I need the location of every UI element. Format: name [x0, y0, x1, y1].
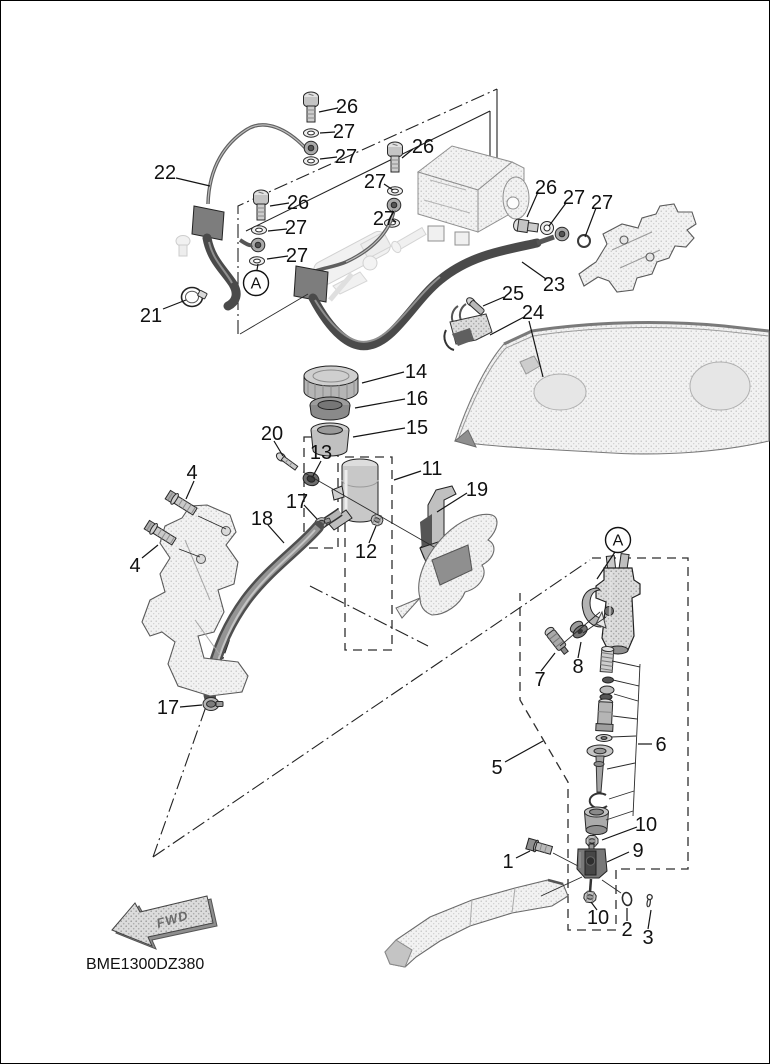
callout-27: 27: [590, 192, 614, 214]
callout-26: 26: [335, 96, 359, 118]
kit-boot: [585, 807, 609, 835]
callout-16: 16: [405, 388, 429, 410]
callout-4: 4: [186, 462, 198, 484]
reservoir-diaphragm-16: [310, 397, 350, 420]
kit-spring: [600, 646, 614, 672]
callout-4: 4: [129, 555, 141, 577]
callout-9: 9: [632, 840, 644, 862]
svg-text:A: A: [612, 532, 624, 550]
callout-23: 23: [542, 274, 566, 296]
callout-3: 3: [642, 927, 654, 949]
callout-21: 21: [139, 305, 163, 327]
detail-marker-A: [606, 528, 631, 553]
callout-18: 18: [250, 508, 274, 530]
callout-27: 27: [285, 245, 309, 267]
reservoir-cap-14: [304, 366, 358, 401]
callout-5: 5: [491, 757, 503, 779]
callout-7: 7: [534, 669, 546, 691]
callout-10: 10: [634, 814, 658, 836]
callout-17: 17: [156, 697, 180, 719]
svg-text:A: A: [250, 275, 262, 293]
detail-marker-A: [244, 271, 269, 296]
callout-2: 2: [621, 919, 633, 941]
callout-27: 27: [562, 187, 586, 209]
callout-17: 17: [285, 491, 309, 513]
callout-14: 14: [404, 361, 428, 383]
callout-13: 13: [309, 442, 333, 464]
callout-12: 12: [354, 541, 378, 563]
callout-24: 24: [521, 302, 545, 324]
callout-10: 10: [586, 907, 610, 929]
part-code: BME1300DZ380: [86, 956, 205, 973]
kit-piston: [596, 699, 615, 732]
callout-6: 6: [655, 734, 667, 756]
kit-cup-seal: [600, 686, 614, 694]
clevis-joint-9: [577, 844, 607, 878]
fwd-label: FWD: [154, 907, 191, 931]
callout-25: 25: [501, 283, 525, 305]
callout-19: 19: [465, 479, 489, 501]
callout-27: 27: [332, 121, 356, 143]
callout-27: 27: [363, 171, 387, 193]
callout-22: 22: [153, 162, 177, 184]
clevis-stud: [590, 879, 591, 892]
callout-26: 26: [534, 177, 558, 199]
callout-26: 26: [286, 192, 310, 214]
callout-20: 20: [260, 423, 284, 445]
callout-27: 27: [372, 208, 396, 230]
callout-15: 15: [405, 417, 429, 439]
kit-seal: [603, 677, 614, 683]
callout-27: 27: [284, 217, 308, 239]
callout-1: 1: [502, 851, 514, 873]
callout-11: 11: [421, 458, 443, 480]
callout-26: 26: [411, 136, 435, 158]
callout-27: 27: [334, 146, 358, 168]
page-border: [1, 1, 770, 1064]
callout-8: 8: [572, 656, 584, 678]
